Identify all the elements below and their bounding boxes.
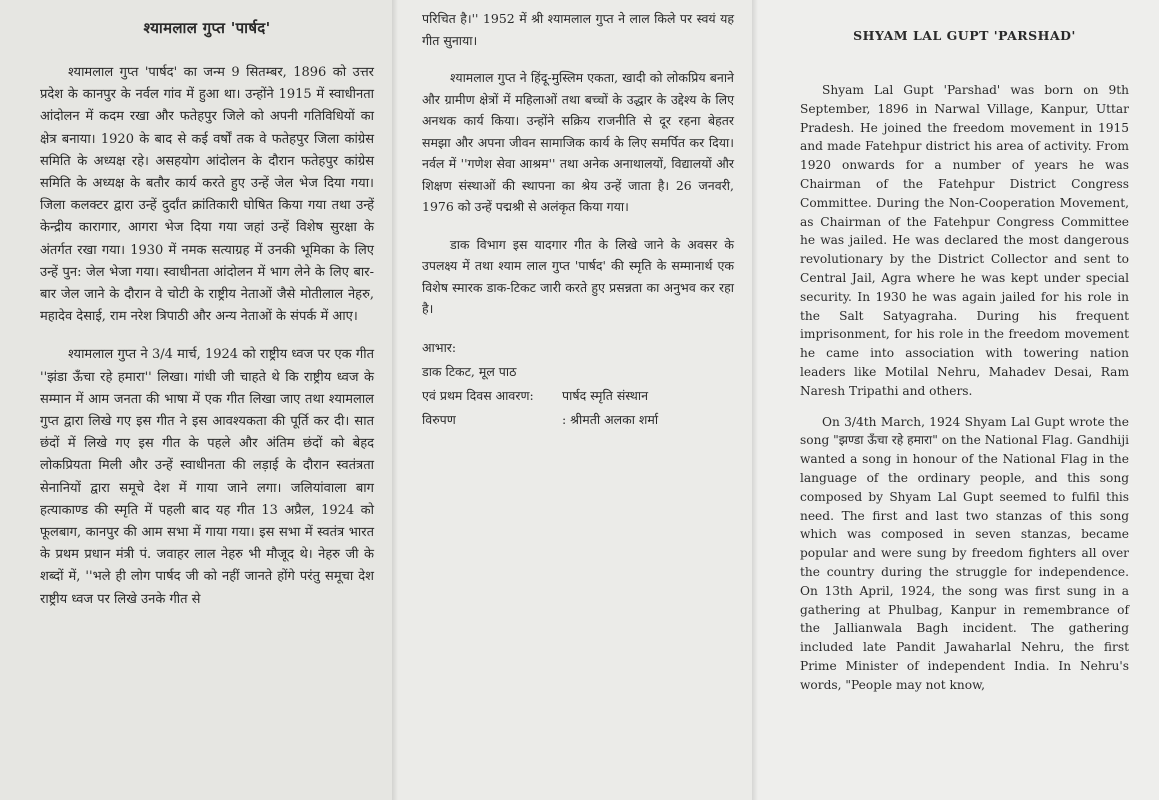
credits-row-cancellation: [422, 408, 734, 432]
hindi-panel-middle: [392, 0, 752, 800]
hindi-paragraph-continuation: परिचित है।'' 1952 में श्री श्यामलाल गुप्त ने लाल किले पर स्वयं यह गीत सुनाया।: [422, 11, 734, 48]
credits-heading: आभार:: [422, 339, 457, 355]
english-paragraph-biography: Shyam Lal Gupt 'Parshad' was born on 9th September, 1896 in Narwal Village, Kanpur, Uttar Pradesh. He joined the freedom movement in 1915 and made Fatehpur district his area of activity. From 1920 onwards for a number of years he was Chairman of the Fatehpur District Congress Committee. During the Non-Cooperation Movement, as Chairman of the Fatehpur Congress Committee he was jailed. He was declared the most dangerous revolutionary by the District Collector and sent to Central Jail, Agra where he was kept under special security. In 1930 he was again jailed for his role in the Salt Satyagraha. During his frequent imprisonment, for his role in the freedom movement he came into association with towering nation leaders like Motilal Nehru, Mahadev Desai, Ram Naresh Tripathi and others.: [800, 83, 1129, 398]
fold-shadow-left: [392, 0, 398, 800]
english-paragraph-flag-song: On 3/4th March, 1924 Shyam Lal Gupt wrote the song "झण्डा ऊँचा रहे हमारा" on the National Flag. Gandhiji wanted a song in honour of the National Flag in the language of the ordinary people, and this song composed by Shyam Lal Gupt seemed to fulfil this need. The first and last two stanzas of this song which was composed in seven stanzas, became popular and were sung by freedom fighters all over the country during the struggle for independence. On 13th April, 1924, the song was first sung in a gathering at Phulbag, Kanpur in remembrance of the Jallianwala Bagh incident. The gathering included late Pandit Jawaharlal Nehru, the first Prime Minister of independent India. In Nehru's words, "People may not know,: [800, 414, 1129, 692]
fold-shadow-right: [752, 0, 758, 800]
credits-row-stamp-text: डाक टिकट, मूल पाठ: [422, 363, 517, 379]
credits-cancellation-value: : श्रीमती अलका शर्मा: [562, 411, 659, 427]
hindi-paragraph-social-work: श्यामलाल गुप्त ने हिंदू-मुस्लिम एकता, खादी को लोकप्रिय बनाने और ग्रामीण क्षेत्रों में महिलाओं तथा बच्चों के उद्धार के उद्देश्य के लिए अनथक कार्य किया। उन्होंने सक्रिय राजनीति से दूर रहना बेहतर समझा और अपना जीवन सामाजिक कार्य के लिए समर्पित कर दिया। नर्वल में ''गणेश सेवा आश्रम'' तथा अनेक अनाथालयों, विद्यालयों और शिक्षण संस्थाओं की स्थापना का श्रेय उन्हें जाता है। 26 जनवरी, 1976 को उन्हें पद्मश्री से अलंकृत किया गया।: [422, 70, 734, 214]
credits-block: [422, 336, 734, 432]
hindi-paragraph-biography: श्यामलाल गुप्त 'पार्षद' का जन्म 9 सितम्बर, 1896 को उत्तर प्रदेश के कानपुर के नर्वल गांव में हुआ था। उन्होंने 1915 में स्वाधीनता आंदोलन में कदम रखा और फतेहपुर जिले को अपनी गतिविधियों का क्षेत्र बनाया। 1920 के बाद से कई वर्षों तक वे फतेहपुर जिला कांग्रेस समिति के अध्यक्ष रहे। असहयोग आंदोलन के दौरान फतेहपुर कांग्रेस समिति के अध्यक्ष के बतौर कार्य करते हुए उन्हें जेल भेज दिया गया। जिला कलक्टर द्वारा उन्हें दुर्दांत क्रांतिकारी घोषित किया गया तथा उन्हें केन्द्रीय कारागार, आगरा भेज दिया गया जहां उन्हें विशेष सुरक्षा के अंतर्गत रखा गया। 1930 में नमक सत्याग्रह में उनकी भूमिका के लिए उन्हें पुन: जेल भेजा गया। स्वाधीनता आंदोलन में भाग लेने के लिए बार-बार जेल जाने के दौरान वे चोटी के राष्ट्रीय नेताओं जैसे मोतीलाल नेहरु, महादेव देसाई, राम नरेश त्रिपाठी और अन्य नेताओं के संपर्क में आए।: [40, 65, 374, 325]
english-panel-right: [752, 0, 1159, 800]
credits-fdc-label: एवं प्रथम दिवस आवरण:: [422, 387, 534, 403]
credits-fdc-value: पार्षद स्मृति संस्थान: [562, 387, 649, 403]
english-title: SHYAM LAL GUPT 'PARSHAD': [853, 28, 1076, 43]
hindi-panel-left: [0, 0, 392, 800]
credits-row-fdc: [422, 384, 734, 408]
hindi-paragraph-stamp-issue: डाक विभाग इस यादगार गीत के लिखे जाने के अवसर के उपलक्ष्य में तथा श्याम लाल गुप्त 'पार्षद' की स्मृति के सम्मानार्थ एक विशेष स्मारक डाक-टिकट जारी करते हुए प्रसन्नता का अनुभव कर रहा है।: [422, 236, 734, 316]
hindi-title: श्यामलाल गुप्त 'पार्षद': [143, 19, 271, 37]
credits-cancellation-label: विरुपण: [422, 411, 456, 427]
hindi-paragraph-flag-song: श्यामलाल गुप्त ने 3/4 मार्च, 1924 को राष्ट्रीय ध्वज पर एक गीत ''झंडा ऊँचा रहे हमारा'' लिखा। गांधी जी चाहते थे कि राष्ट्रीय ध्वज के सम्मान में आम जनता की भाषा में एक गीत लिखा जाए तथा श्यामलाल गुप्त द्वारा लिखे गए इस गीत ने इस आवश्यकता की पूर्ति कर दी। सात छंदों में लिखे गए इस गीत के पहले और अंतिम छंदों को बेहद लोकप्रियता मिली और उन्हें स्वाधीनता की लड़ाई के दौरान स्वतंत्रता सेनानियों द्वारा समूचे देश में गाया जाने लगा। जलियांवाला बाग हत्याकाण्ड की स्मृति में पहली बाद यह गीत 13 अप्रैल, 1924 को फूलबाग, कानपुर की आम सभा में गाया गया। इस सभा में स्वतंत्र भारत के प्रथम प्रधान मंत्री पं. जवाहर लाल नेहरु भी मौजूद थे। नेहरु जी के शब्दों में, ''भले ही लोग पार्षद जी को नहीं जानते होंगे परंतु समूचा देश राष्ट्रीय ध्वज पर लिखे उनके गीत से: [40, 347, 374, 607]
